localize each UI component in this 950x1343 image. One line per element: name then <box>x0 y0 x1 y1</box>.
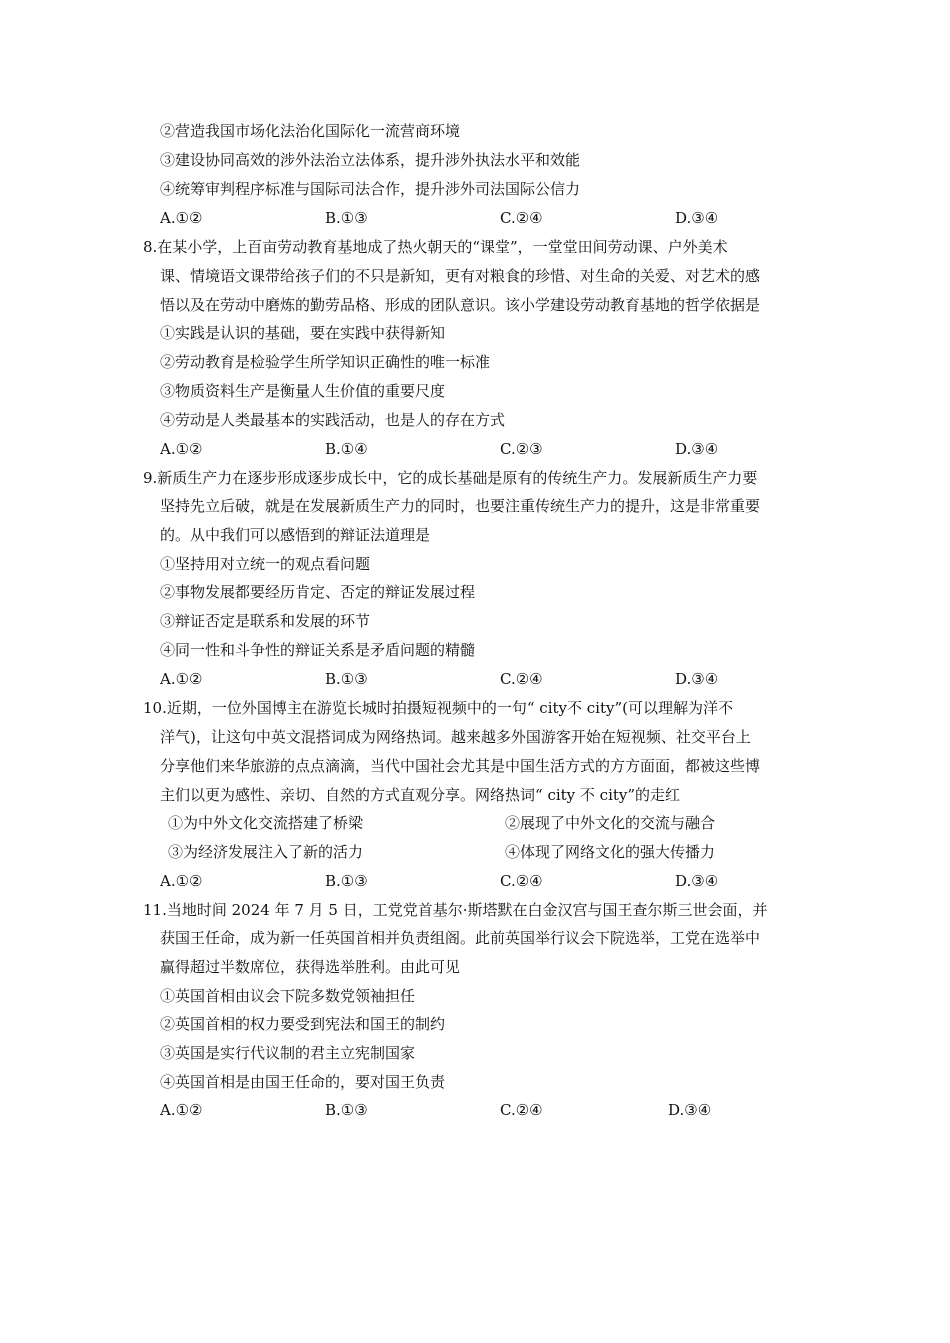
q9-choices <box>160 669 860 689</box>
q7-option-2: ②营造我国市场化法治化国际化一流营商环境 <box>160 122 461 140</box>
q10-choices <box>160 871 860 891</box>
q10-option-1: ①为中外文化交流搭建了桥梁 <box>168 814 364 832</box>
q9-option-2: ②事物发展都要经历肯定、否定的辩证发展过程 <box>160 583 476 601</box>
choice-c: C.②④ <box>500 872 543 890</box>
q11-stem-line-1: 11.当地时间 2024 年 7 月 5 日，工党党首基尔·斯塔默在白金汉宫与国王查尔斯三世会面，并 <box>143 901 768 919</box>
q9-option-4: ④同一性和斗争性的辩证关系是矛盾问题的精髓 <box>160 641 476 659</box>
q8-option-1: ①实践是认识的基础，要在实践中获得新知 <box>160 324 446 342</box>
q7-choices <box>160 208 860 228</box>
q9-stem-line-1: 9.新质生产力在逐步形成逐步成长中，它的成长基础是原有的传统生产力。发展新质生产力要 <box>143 469 758 487</box>
q10-options-row-1 <box>160 813 860 833</box>
choice-d: D.③④ <box>675 670 719 688</box>
choice-b: B.①④ <box>325 440 368 458</box>
choice-b: B.①③ <box>325 872 368 890</box>
choice-b: B.①③ <box>325 1101 368 1119</box>
q10-stem-line-1: 10.近期，一位外国博主在游览长城时拍摄短视频中的一句“ city不 city”(可以理解为洋不 <box>143 699 733 717</box>
q7-option-3: ③建设协同高效的涉外法治立法体系，提升涉外执法水平和效能 <box>160 151 581 169</box>
q11-stem-line-2: 获国王任命，成为新一任英国首相并负责组阁。此前英国举行议会下院选举，工党在选举中 <box>160 929 761 947</box>
choice-a: A.①② <box>160 440 203 458</box>
choice-a: A.①② <box>160 1101 203 1119</box>
choice-d: D.③④ <box>675 209 719 227</box>
q8-choices <box>160 439 860 459</box>
q8-stem-line-3: 悟以及在劳动中磨炼的勤劳品格、形成的团队意识。该小学建设劳动教育基地的哲学依据是 <box>160 296 761 314</box>
q11-stem-line-3: 赢得超过半数席位，获得选举胜利。由此可见 <box>160 958 461 976</box>
q11-choices <box>160 1100 860 1120</box>
choice-b: B.①③ <box>325 209 368 227</box>
choice-d: D.③④ <box>675 440 719 458</box>
q8-option-2: ②劳动教育是检验学生所学知识正确性的唯一标准 <box>160 353 491 371</box>
q9-option-3: ③辩证否定是联系和发展的环节 <box>160 612 371 630</box>
q8-stem-line-1: 8.在某小学，上百亩劳动教育基地成了热火朝天的“课堂”，一堂堂田间劳动课、户外美术 <box>143 238 728 256</box>
choice-c: C.②④ <box>500 670 543 688</box>
q8-option-4: ④劳动是人类最基本的实践活动，也是人的存在方式 <box>160 411 506 429</box>
q10-stem-line-2: 洋气)，让这句中英文混搭词成为网络热词。越来越多外国游客开始在短视频、社交平台上 <box>160 728 751 746</box>
choice-c: C.②④ <box>500 209 543 227</box>
q10-stem-line-3: 分享他们来华旅游的点点滴滴，当代中国社会尤其是中国生活方式的方方面面，都被这些博 <box>160 757 761 775</box>
q10-options-row-2 <box>160 842 860 862</box>
choice-c: C.②③ <box>500 440 543 458</box>
choice-b: B.①③ <box>325 670 368 688</box>
q11-option-1: ①英国首相由议会下院多数党领袖担任 <box>160 987 416 1005</box>
q8-stem-line-2: 课、情境语文课带给孩子们的不只是新知，更有对粮食的珍惜、对生命的关爱、对艺术的感 <box>160 267 761 285</box>
choice-c: C.②④ <box>500 1101 543 1119</box>
q8-option-3: ③物质资料生产是衡量人生价值的重要尺度 <box>160 382 446 400</box>
choice-a: A.①② <box>160 872 203 890</box>
q10-option-2: ②展现了中外文化的交流与融合 <box>505 814 716 832</box>
choice-a: A.①② <box>160 670 203 688</box>
choice-a: A.①② <box>160 209 203 227</box>
q10-stem-line-4: 主们以更为感性、亲切、自然的方式直观分享。网络热词“ city 不 city”的走红 <box>160 786 681 804</box>
choice-d: D.③④ <box>675 872 719 890</box>
q7-option-4: ④统筹审判程序标准与国际司法合作，提升涉外司法国际公信力 <box>160 180 581 198</box>
q10-option-3: ③为经济发展注入了新的活力 <box>168 843 364 861</box>
choice-d: D.③④ <box>668 1101 712 1119</box>
q9-option-1: ①坚持用对立统一的观点看问题 <box>160 555 371 573</box>
q11-option-2: ②英国首相的权力要受到宪法和国王的制约 <box>160 1015 446 1033</box>
q9-stem-line-2: 坚持先立后破，就是在发展新质生产力的同时，也要注重传统生产力的提升，这是非常重要 <box>160 497 761 515</box>
q10-option-4: ④体现了网络文化的强大传播力 <box>505 843 716 861</box>
q11-option-4: ④英国首相是由国王任命的，要对国王负责 <box>160 1073 446 1091</box>
q11-option-3: ③英国是实行代议制的君主立宪制国家 <box>160 1044 416 1062</box>
q9-stem-line-3: 的。从中我们可以感悟到的辩证法道理是 <box>160 526 431 544</box>
